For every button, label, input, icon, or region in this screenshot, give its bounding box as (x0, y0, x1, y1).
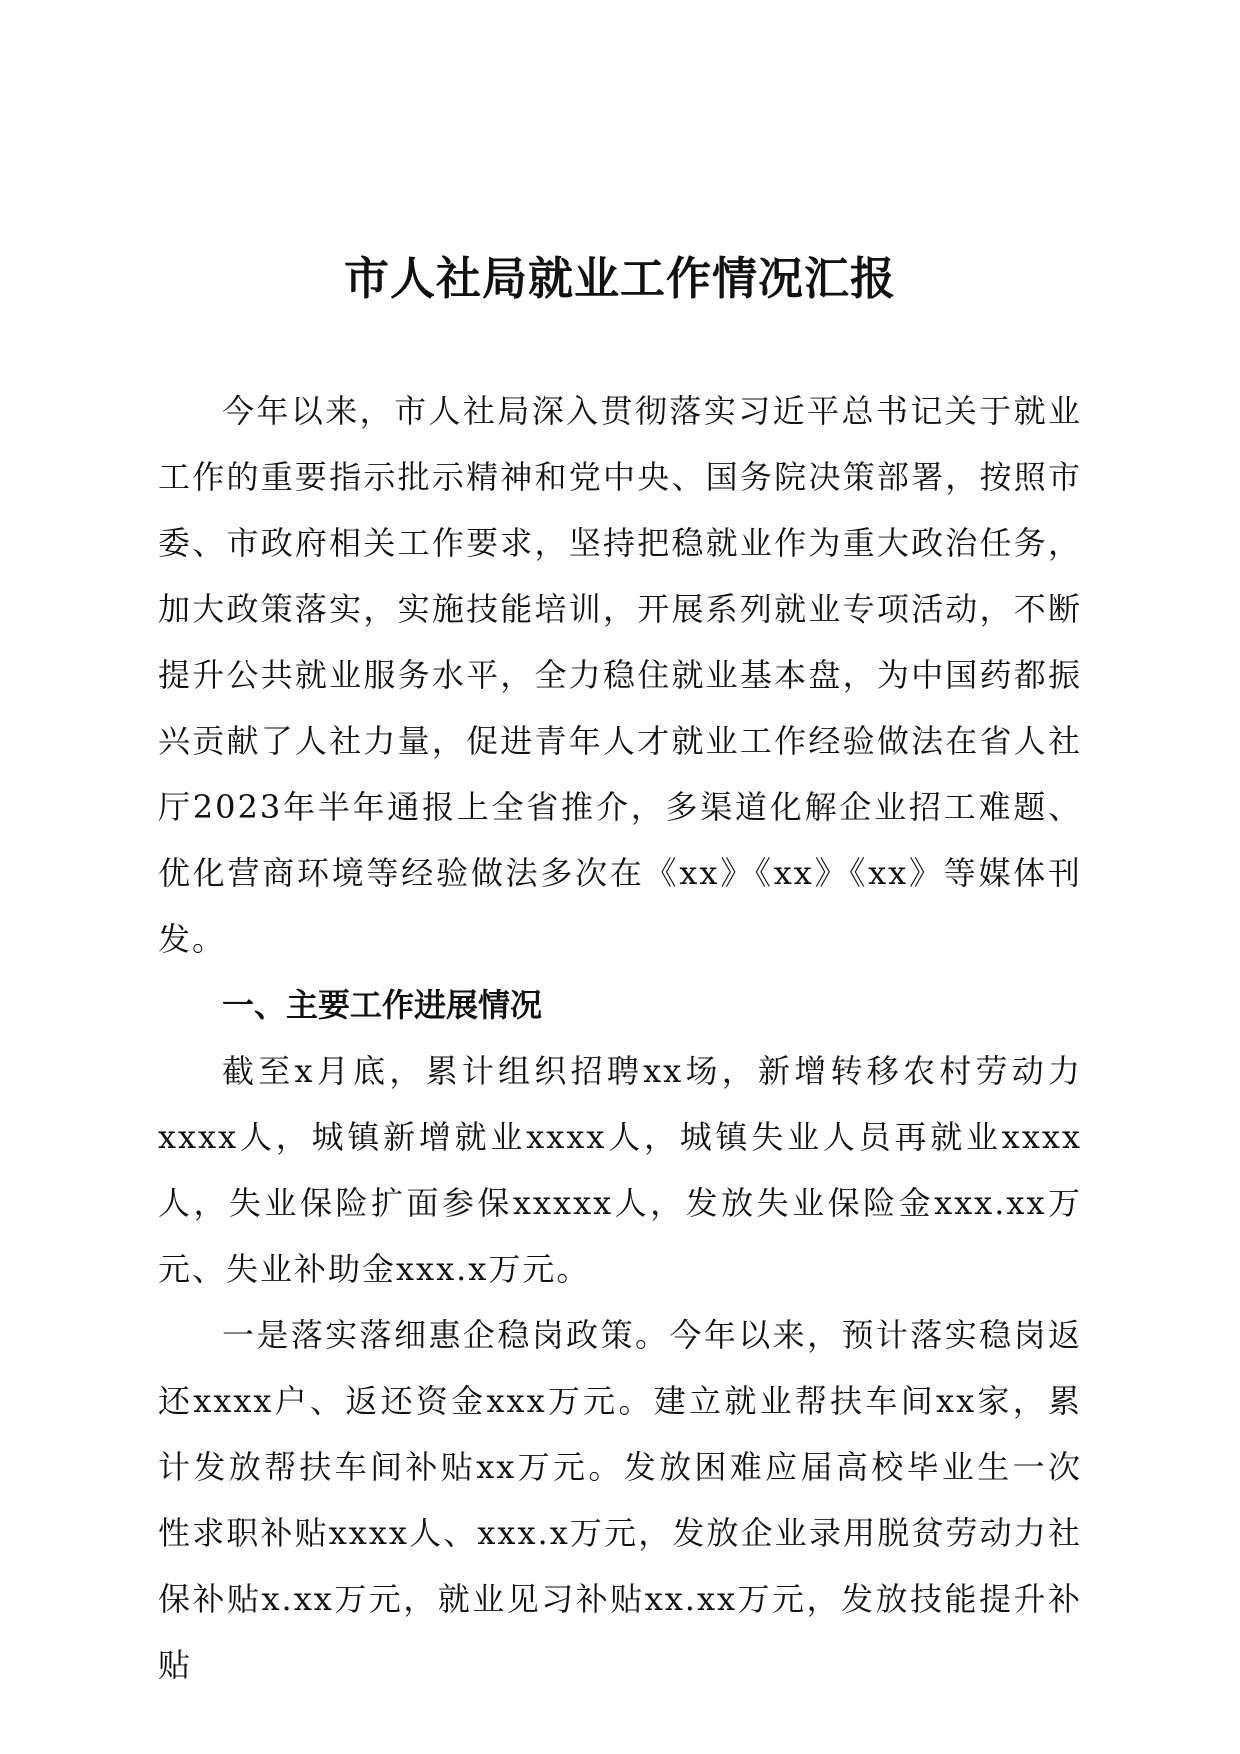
section-heading-main-progress: 一、主要工作进展情况 (222, 986, 543, 1024)
document-title: 市人社局就业工作情况汇报 (343, 252, 896, 305)
policy-item-paragraph: 一是落实落细惠企稳岗政策。今年以来，预计落实稳岗返还xxxx户、返还资金xxx万元。建立就业帮扶车间xx家，累计发放帮扶车间补贴xx万元。发放困难应届高校毕业生一次性求职补贴xxxx人、xxx.x万元，发放企业录用脱贫劳动力社保补贴x.xx万元，就业见习补贴xx.xx万元，发放技能提升补贴 (158, 1316, 1082, 1684)
document-body (158, 378, 1082, 1698)
intro-paragraph: 今年以来，市人社局深入贯彻落实习近平总书记关于就业工作的重要指示批示精神和党中央、国务院决策部署，按照市委、市政府相关工作要求，坚持把稳就业作为重大政治任务，加大政策落实，实施技能培训，开展系列就业专项活动，不断提升公共就业服务水平，全力稳住就业基本盘，为中国药都振兴贡献了人社力量，促进青年人才就业工作经验做法在省人社厅2023年半年通报上全省推介，多渠道化解企业招工难题、优化营商环境等经验做法多次在《xx》《xx》《xx》等媒体刊发。 (158, 392, 1082, 958)
progress-summary-paragraph: 截至x月底，累计组织招聘xx场，新增转移农村劳动力xxxx人，城镇新增就业xxxx人，城镇失业人员再就业xxxx人，失业保险扩面参保xxxxx人，发放失业保险金xxx.xx万元、失业补助金xxx.x万元。 (158, 1052, 1082, 1288)
